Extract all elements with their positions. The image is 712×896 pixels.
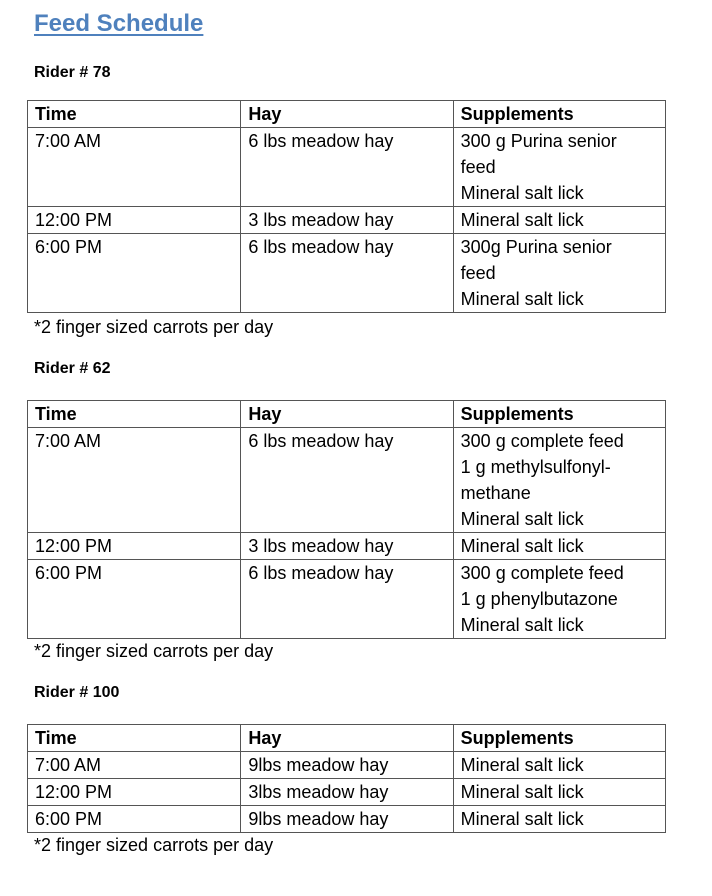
carrot-note: *2 finger sized carrots per day <box>34 317 274 337</box>
table-row <box>28 560 666 639</box>
time-cell: 7:00 AM <box>28 752 241 779</box>
time-header: Time <box>28 101 241 128</box>
table-row <box>28 806 666 833</box>
time-cell: 6:00 PM <box>28 806 241 833</box>
supplements-cell <box>453 234 665 313</box>
feed-table <box>27 100 666 313</box>
supplement-line: Mineral salt lick <box>460 615 584 635</box>
supplements-header: Supplements <box>453 101 665 128</box>
supplement-line: 1 g phenylbutazone <box>460 589 618 609</box>
supplement-line: 1 g methylsulfonyl- <box>460 457 611 477</box>
hay-header: Hay <box>241 725 453 752</box>
time-cell: 7:00 AM <box>28 128 241 207</box>
time-cell: 12:00 PM <box>28 533 241 560</box>
table-row <box>28 752 666 779</box>
feed-table <box>27 400 666 639</box>
table-row <box>28 234 666 313</box>
supplement-line: Mineral salt lick <box>460 809 584 829</box>
table-header-row <box>28 725 666 752</box>
supplement-line: Mineral salt lick <box>460 509 584 529</box>
supplements-cell <box>453 533 665 560</box>
supplement-line: methane <box>460 483 531 503</box>
feed-table <box>27 724 666 833</box>
hay-cell: 6 lbs meadow hay <box>241 560 453 639</box>
supplements-cell <box>453 779 665 806</box>
table-row <box>28 533 666 560</box>
supplement-line: Mineral salt lick <box>460 289 584 309</box>
supplements-cell <box>453 428 665 533</box>
supplements-cell <box>453 560 665 639</box>
rider-heading: Rider # 100 <box>34 684 120 701</box>
supplements-cell <box>453 128 665 207</box>
hay-cell: 6 lbs meadow hay <box>241 234 453 313</box>
time-cell: 6:00 PM <box>28 560 241 639</box>
hay-cell: 9lbs meadow hay <box>241 752 453 779</box>
supplements-header: Supplements <box>453 725 665 752</box>
supplement-line: Mineral salt lick <box>460 183 584 203</box>
supplements-cell <box>453 806 665 833</box>
table-row <box>28 779 666 806</box>
supplement-line: 300 g complete feed <box>460 563 624 583</box>
supplement-line: feed <box>460 157 496 177</box>
time-header: Time <box>28 401 241 428</box>
supplement-line: 300 g Purina senior <box>460 131 617 151</box>
rider-heading: Rider # 62 <box>34 360 111 377</box>
hay-header: Hay <box>241 401 453 428</box>
table-row <box>28 128 666 207</box>
supplements-cell <box>453 207 665 234</box>
carrot-note: *2 finger sized carrots per day <box>34 835 274 855</box>
time-cell: 7:00 AM <box>28 428 241 533</box>
table-row <box>28 207 666 234</box>
hay-cell: 3 lbs meadow hay <box>241 533 453 560</box>
supplement-line: Mineral salt lick <box>460 536 584 556</box>
supplements-cell <box>453 752 665 779</box>
time-header: Time <box>28 725 241 752</box>
time-cell: 6:00 PM <box>28 234 241 313</box>
supplements-header: Supplements <box>453 401 665 428</box>
table-header-row <box>28 101 666 128</box>
supplement-line: Mineral salt lick <box>460 755 584 775</box>
hay-cell: 6 lbs meadow hay <box>241 128 453 207</box>
carrot-note: *2 finger sized carrots per day <box>34 641 274 661</box>
hay-cell: 9lbs meadow hay <box>241 806 453 833</box>
hay-cell: 6 lbs meadow hay <box>241 428 453 533</box>
time-cell: 12:00 PM <box>28 779 241 806</box>
table-row <box>28 428 666 533</box>
supplement-line: Mineral salt lick <box>460 210 584 230</box>
rider-heading: Rider # 78 <box>34 64 111 81</box>
time-cell: 12:00 PM <box>28 207 241 234</box>
hay-header: Hay <box>241 101 453 128</box>
hay-cell: 3 lbs meadow hay <box>241 207 453 234</box>
hay-cell: 3lbs meadow hay <box>241 779 453 806</box>
page-title: Feed Schedule <box>34 10 204 37</box>
supplement-line: feed <box>460 263 496 283</box>
supplement-line: Mineral salt lick <box>460 782 584 802</box>
table-header-row <box>28 401 666 428</box>
supplement-line: 300 g complete feed <box>460 431 624 451</box>
supplement-line: 300g Purina senior <box>460 237 612 257</box>
